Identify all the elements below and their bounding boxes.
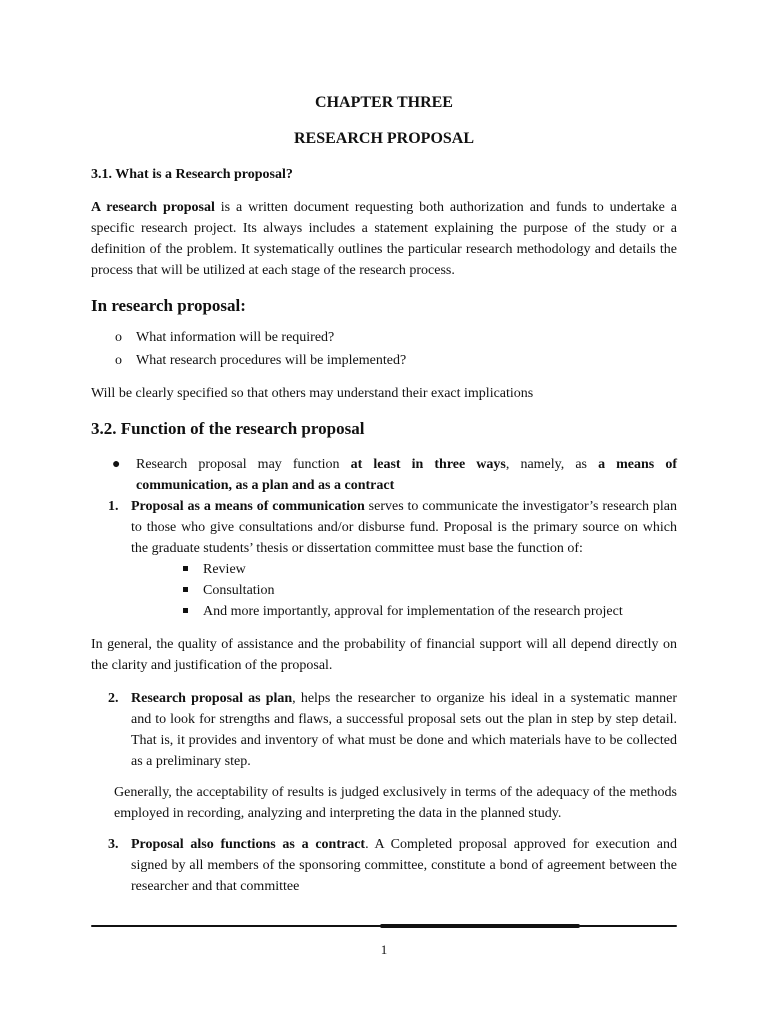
page-number: 1: [380, 942, 388, 957]
page-title: RESEARCH PROPOSAL: [293, 130, 475, 147]
definition-text: is a written document requesting both authorization and funds to undertake a specific research project. Its always includes a statement explaining the purpose of the study or a definition of the problem. It systematically outlines the particular research methodology and details the process that will be utilized at each stage of the research process.: [91, 200, 677, 278]
list-item-text: What research procedures will be implemented?: [136, 353, 407, 368]
intro-text-c: , namely, as: [505, 457, 599, 472]
filled-bullet-icon: ●: [112, 457, 121, 472]
item-number: 2.: [108, 691, 119, 706]
list-item: [91, 601, 677, 622]
item-3-title: Proposal also functions as a contract: [131, 837, 366, 852]
circle-bullet-list: [91, 327, 677, 371]
item-1-title: Proposal as a means of communication: [131, 499, 365, 514]
generally-paragraph: Generally, the acceptability of results is judged exclusively in terms of the adequacy of the methods employed in recording, analyzing and interpreting the data in the planned study.: [114, 785, 677, 821]
list-item-text: Review: [203, 562, 246, 577]
list-item-text: Consultation: [203, 583, 275, 598]
item-2-text: , helps the researcher to organize his ideal in a systematic manner and to look for strengths and flaws, a successful proposal sets out the plan in step by step detail. That is, it provides and inventory of what must be done and which materials have to be collected as a preliminary step.: [131, 691, 677, 769]
square-bullet-icon: [183, 587, 188, 592]
specification-sentence: Will be clearly specified so that others may understand their exact implications: [91, 386, 534, 401]
intro-text-bold-d: a means of communication, as a plan and as a contract: [136, 457, 677, 493]
list-item: [91, 580, 677, 601]
footer-divider-accent: [380, 924, 580, 928]
function-intro-bullet: [91, 454, 677, 496]
list-item-text: And more importantly, approval for implementation of the research project: [203, 604, 623, 619]
list-item: [91, 559, 677, 580]
item-3-text: . A Completed proposal approved for execution and signed by all members of the sponsoring committee, constitute a bond of agreement between the researcher and that committee: [131, 837, 677, 894]
definition-term: A research proposal: [91, 200, 215, 215]
square-bullet-icon: [183, 566, 188, 571]
item-number: 1.: [108, 499, 119, 514]
definition-paragraph: [91, 197, 677, 281]
section-3-1-heading: 3.1. What is a Research proposal?: [91, 167, 293, 182]
list-item-text: What information will be required?: [136, 330, 335, 345]
circle-bullet-icon: o: [115, 330, 122, 345]
item-number: 3.: [108, 837, 119, 852]
square-bullet-icon: [183, 608, 188, 613]
circle-bullet-icon: o: [115, 353, 122, 368]
item-2-title: Research proposal as plan: [131, 691, 293, 706]
chapter-heading: CHAPTER THREE: [315, 94, 453, 111]
page-content: [91, 92, 677, 897]
intro-text-bold-b: at least in three ways: [350, 457, 506, 472]
numbered-item-2: [91, 688, 677, 772]
list-item: [91, 327, 677, 348]
numbered-item-3: [91, 834, 677, 897]
intro-text-a: Research proposal may function: [136, 457, 351, 472]
section-3-2-heading: 3.2. Function of the research proposal: [91, 419, 365, 438]
list-item: [91, 350, 677, 371]
general-paragraph: In general, the quality of assistance and the probability of financial support will all depend directly on the clarity and justification of the proposal.: [91, 637, 677, 673]
square-bullet-list: [91, 559, 677, 622]
numbered-item-1: [91, 496, 677, 559]
item-1-text: serves to communicate the investigator’s research plan to those who give consultations and/or disburse fund. Proposal is the primary source on which the graduate students’ thesis or dissertation committee must base the function of:: [131, 499, 677, 556]
in-research-proposal-heading: In research proposal:: [91, 296, 246, 315]
